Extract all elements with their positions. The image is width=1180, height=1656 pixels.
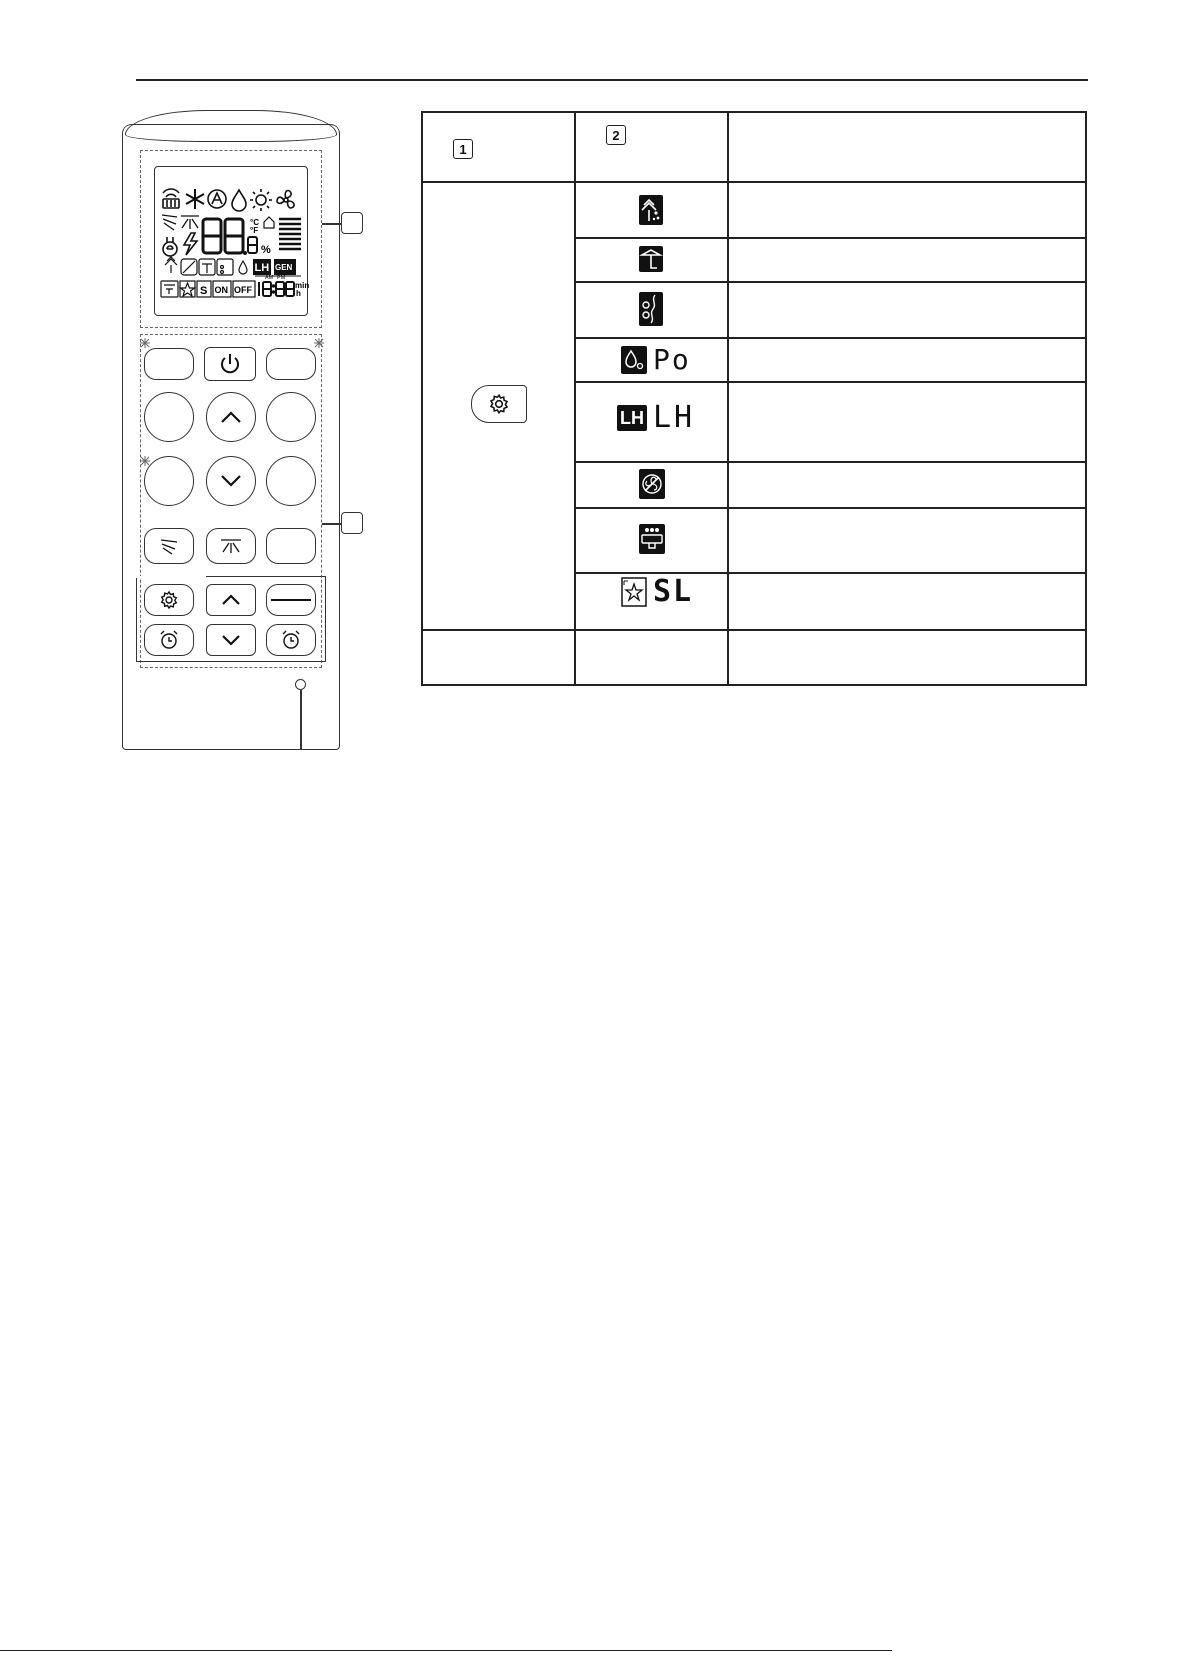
callout-1-box — [341, 212, 363, 234]
temp-up-button[interactable] — [206, 392, 256, 442]
corner-mark-icon — [312, 336, 326, 350]
auto-dry-icon — [621, 346, 647, 374]
fan-speed-bars — [279, 219, 301, 249]
remote-control — [122, 110, 344, 750]
pm-label: PM — [277, 275, 286, 281]
option-down-button[interactable] — [206, 624, 256, 656]
chevron-up-icon — [219, 409, 243, 425]
dash-icon — [271, 598, 311, 602]
energy-display-icon — [639, 246, 663, 272]
corner-mark-icon — [138, 336, 152, 350]
extra-button[interactable] — [266, 528, 316, 564]
chevron-up-icon — [219, 592, 243, 608]
s-label: S — [200, 285, 208, 297]
table-row — [639, 246, 663, 272]
jet-button[interactable] — [144, 456, 194, 506]
table-row — [639, 292, 663, 326]
vertical-swing-icon — [158, 537, 180, 555]
callout-2-line — [322, 523, 342, 525]
signal-transmitter — [295, 679, 306, 690]
room-icon — [264, 217, 274, 228]
on-label: ON — [214, 285, 228, 295]
set-clear-button[interactable] — [266, 584, 316, 616]
signal-icon — [163, 189, 179, 208]
column-2-number: 2 — [606, 125, 626, 145]
display-code: LH — [653, 400, 696, 435]
auto-clean-icon — [639, 524, 665, 554]
callout-1-line — [322, 223, 342, 225]
power-button[interactable] — [204, 347, 256, 381]
table-row — [639, 195, 663, 225]
option-up-button[interactable] — [206, 584, 256, 616]
settings-button[interactable] — [144, 584, 194, 616]
lh-icon: LH — [617, 405, 647, 431]
timer-on-button[interactable] — [144, 624, 194, 656]
h-label: h — [296, 289, 301, 298]
lcd-icons — [155, 167, 309, 317]
off-label: OFF — [234, 285, 252, 295]
horizontal-swing-button[interactable] — [206, 528, 256, 564]
plasma-filter-icon — [639, 292, 663, 326]
table-row — [639, 524, 665, 554]
chevron-down-icon — [219, 632, 243, 648]
table-row — [621, 343, 691, 376]
power-icon — [218, 352, 242, 376]
gear-icon — [159, 590, 179, 610]
fan-mode-icon — [277, 191, 294, 208]
percent-sign: % — [261, 244, 271, 256]
plug-icon — [163, 237, 177, 256]
temperature-digits-outline — [203, 219, 243, 253]
swing-icon — [162, 215, 177, 230]
table-row — [617, 400, 696, 435]
vertical-swing-button[interactable] — [144, 528, 194, 564]
alarm-clock-icon — [280, 629, 302, 651]
unit-c: °C — [250, 218, 259, 227]
function-table — [421, 111, 1086, 685]
energy-button[interactable] — [266, 456, 316, 506]
sleep-star-icon — [621, 577, 647, 607]
fan-speed-button[interactable] — [144, 392, 194, 442]
function-button[interactable] — [266, 348, 316, 380]
auto-mode-icon — [208, 190, 226, 208]
chevron-down-icon — [219, 473, 243, 489]
timer-off-button[interactable] — [266, 624, 316, 656]
alarm-clock-icon — [158, 629, 180, 651]
temp-down-button[interactable] — [206, 456, 256, 506]
footer-rule — [0, 1650, 892, 1651]
display-code: Po — [653, 343, 691, 376]
min-label: min — [295, 281, 309, 290]
horizontal-swing-icon — [181, 216, 199, 229]
column-1-number: 1 — [453, 139, 473, 159]
signal-transmitter-line — [300, 690, 302, 750]
heat-mode-icon — [250, 189, 272, 211]
callout-2-box — [341, 512, 363, 534]
settings-button-illustration — [471, 385, 527, 423]
horizontal-swing-icon — [218, 537, 244, 555]
lcd-display — [154, 166, 308, 316]
cool-mode-icon — [186, 189, 204, 209]
header-rule — [136, 79, 1088, 81]
am-label: AM — [265, 275, 274, 281]
comfort-button[interactable] — [266, 392, 316, 442]
no-fan-icon — [639, 469, 665, 499]
display-code: SL — [653, 574, 694, 609]
unit-f: °F — [250, 226, 259, 235]
plasma-ionizer-icon — [639, 195, 663, 225]
gear-icon — [488, 393, 510, 415]
gen-label: GEN — [275, 263, 293, 272]
lh-label: LH — [254, 262, 270, 274]
table-row — [621, 574, 694, 609]
feature-icon-row — [165, 257, 247, 275]
power-icon — [184, 233, 197, 255]
dry-mode-icon — [232, 190, 246, 211]
table-row — [639, 469, 665, 499]
mode-button[interactable] — [144, 348, 194, 380]
